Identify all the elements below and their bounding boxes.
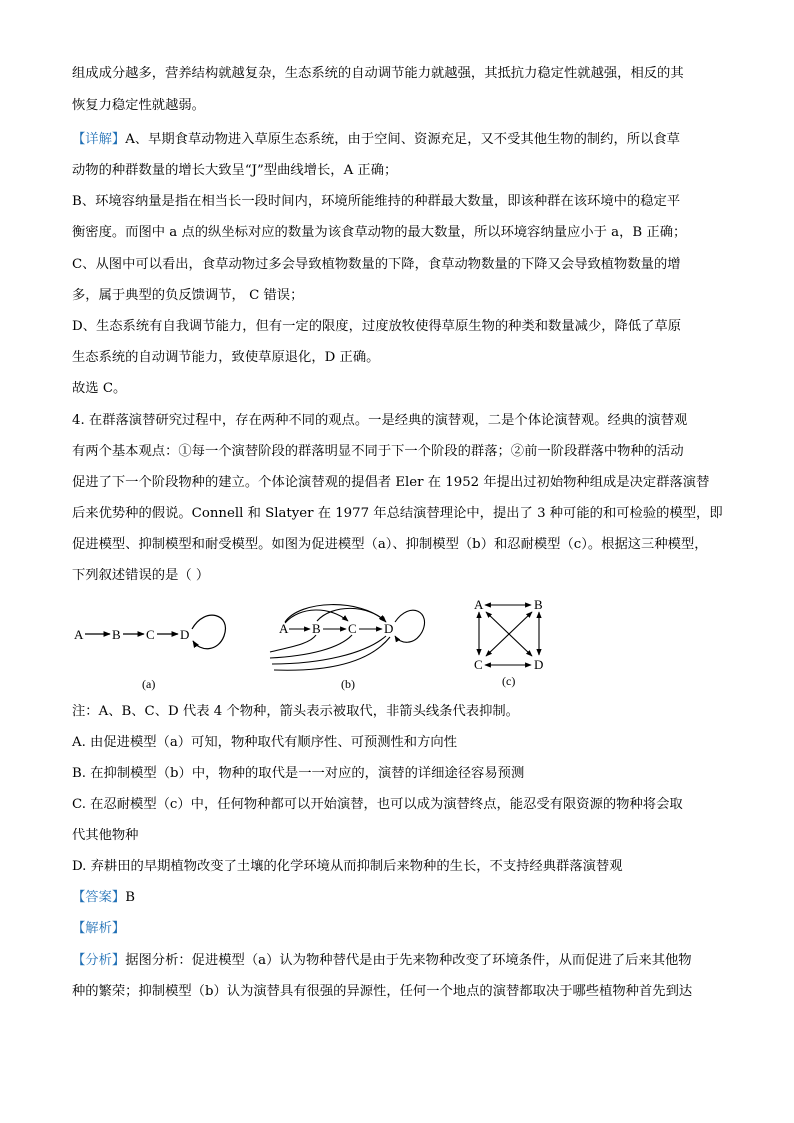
inhibition-line [270,635,352,658]
text-line: 促进了下一个阶段物种的建立。个体论演替观的提倡者 Eler 在 1952 年提出过初始物种组成是决定群落演替 [72,475,710,490]
text-line: 生态系统的自动调节能力，致使草原退化，D 正确。 [72,350,380,365]
panel-c-diagram [474,597,543,688]
text-line: 种的繁荣；抑制模型（b）认为演替具有很强的异源性，任何一个地点的演替都取决于哪些植物种首先到达 [72,984,693,999]
text-line: 有两个基本观点：①每一个演替阶段的群落明显不同于下一个阶段的群落；②前一阶段群落中物种的活动 [72,444,684,459]
panel-c-caption: (c) [502,674,516,688]
inhibition-line [274,637,390,670]
text-line: 组成成分越多，营养结构就越复杂，生态系统的自动调节能力就越强，其抵抗力稳定性就越强，相反的其 [72,66,684,81]
node-b-label: B [112,627,121,642]
panel-b-diagram [270,605,425,691]
analysis-paragraph [72,951,692,971]
arrow-b-to-d [317,608,386,622]
text-line: 动物的种群数量的增长大致呈“J”型曲线增长，A 正确； [72,163,398,178]
text-line: 代其他物种 [72,828,139,843]
answer-line [72,888,135,908]
self-loop-d [192,615,225,649]
node-d-label: D [534,657,544,672]
text-line: 衡密度。而图中 a 点的纵坐标对应的数量为该食草动物的最大数量，所以环境容纳量应小于 a，B 正确； [72,225,687,240]
succession-models-figure [60,592,560,696]
panel-b-caption: (b) [341,677,355,691]
node-c-label: C [146,627,155,642]
question-stem: 4. 在群落演替研究过程中，存在两种不同的观点。一是经典的演替观，二是个体论演替观。经典的演替观 [72,413,688,428]
text-line: 据图分析：促进模型（a）认为物种替代是由于先来物种改变了环境条件，从而促进了后来其他物 [125,953,692,968]
text-line: 促进模型、抑制模型和耐受模型。如图为促进模型（a）、抑制模型（b）和忍耐模型（c）。根据这三种模型， [72,537,708,552]
panel-a-caption: (a) [142,677,156,691]
node-b-label: B [312,621,321,636]
analysis-heading [72,919,125,939]
option-c: C. 在忍耐模型（c）中，任何物种都可以开始演替，也可以成为演替终点，能忍受有限资源的物种将会取 [72,797,683,812]
text-line: 恢复力稳定性就越弱。 [72,98,205,113]
text-line: A、早期食草动物进入草原生态系统，由于空间、资源充足，又不受其他生物的制约，所以食草 [125,132,680,147]
text-line: B、环境容纳量是指在相当长一段时间内，环境所能维持的种群最大数量，即该种群在该环境中的稳定平 [72,194,681,209]
self-loop-d [395,610,425,642]
text-line: D、生态系统有自我调节能力，但有一定的限度，过度放牧使得草原生物的种类和数量减少，降低了草原 [72,319,682,334]
text-line: 多，属于典型的负反馈调节， C 错误； [72,288,304,303]
option-d: D. 弃耕田的早期植物改变了土壤的化学环境从而抑制后来物种的生长，不支持经典群落演替观 [72,859,623,874]
text-line: C、从图中可以看出，食草动物过多会导致植物数量的下降，食草动物数量的下降又会导致植物数量的增 [72,257,681,272]
option-a: A. 由促进模型（a）可知，物种取代有顺序性、可预测性和方向性 [72,735,457,750]
analysis-label: 【解析】 [72,921,126,936]
text-line: 故选 C。 [72,381,127,396]
figure-note: 注：A、B、C、D 代表 4 个物种，箭头表示被取代，非箭头线条代表抑制。 [72,704,519,719]
text-line: 下列叙述错误的是（ ） [72,568,210,583]
node-b-label: B [534,597,543,612]
node-d-label: D [384,621,394,636]
inhibition-line [272,636,386,664]
fenxi-label: 【分析】 [72,953,126,968]
node-c-label: C [474,657,483,672]
answer-value: B [125,890,135,905]
text-line: 后来优势种的假说。Connell 和 Slatyer 在 1977 年总结演替理论中，提出了 3 种可能的和可检验的模型，即 [72,506,723,521]
node-d-label: D [180,627,190,642]
node-a-label: A [474,597,484,612]
inhibition-line [270,635,316,652]
node-c-label: C [348,621,357,636]
option-b: B. 在抑制模型（b）中，物种的取代是一一对应的，演替的详细途径容易预测 [72,766,525,781]
detail-paragraph [72,130,680,150]
node-a-label: A [279,621,289,636]
node-a-label: A [74,627,84,642]
detail-label: 【详解】 [72,132,126,147]
panel-a-diagram [74,615,225,691]
answer-label: 【答案】 [72,890,126,905]
